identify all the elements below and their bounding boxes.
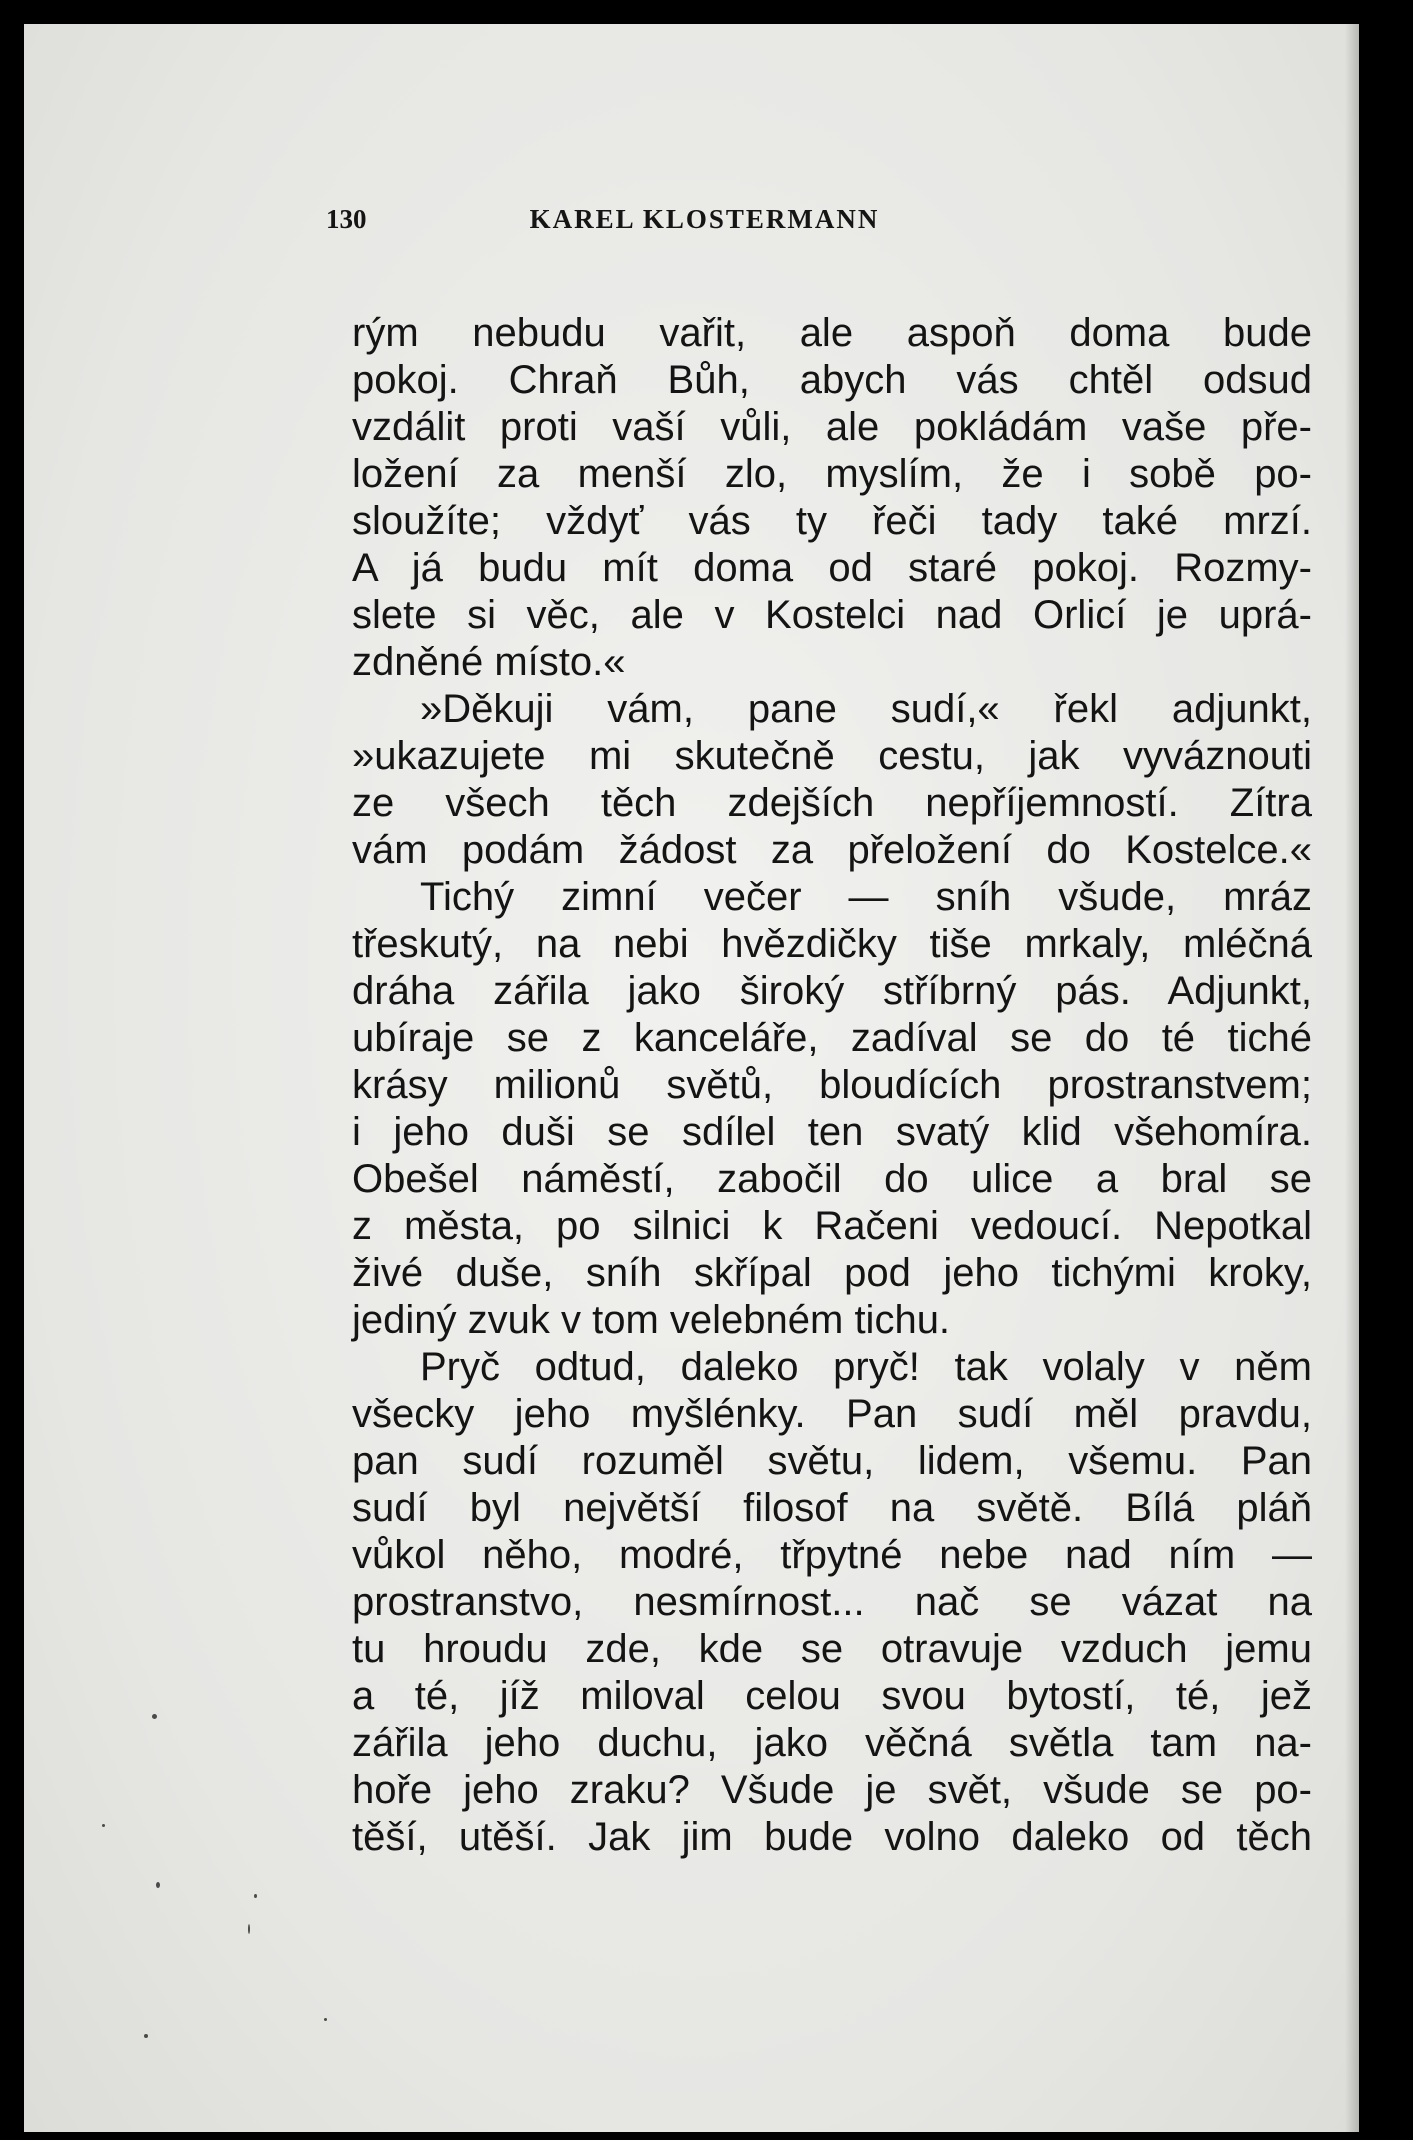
text-line: tu hroudu zde, kde se otravuje vzduch jemu xyxy=(352,1627,1312,1671)
text-line: zdněné místo.« xyxy=(352,640,626,684)
text-line: jediný zvuk v tom velebném tichu. xyxy=(352,1298,951,1342)
text-line: »Děkuji vám, pane sudí,« řekl adjunkt, xyxy=(420,687,1312,731)
text-line: sloužíte; vždyť vás ty řeči tady také mrzí. xyxy=(352,499,1312,543)
text-line: slete si věc, ale v Kostelci nad Orlicí je uprá- xyxy=(352,593,1312,637)
text-line: pokoj. Chraň Bůh, abych vás chtěl odsud xyxy=(352,358,1312,402)
text-line: Pryč odtud, daleko pryč! tak volaly v něm xyxy=(420,1345,1312,1389)
text-line: A já budu mít doma od staré pokoj. Rozmy- xyxy=(352,546,1312,590)
text-line: sudí byl největší filosof na světě. Bílá pláň xyxy=(352,1486,1312,1530)
page-edge-shadow xyxy=(1345,24,1359,2132)
text-line: těší, utěší. Jak jim bude volno daleko od těch xyxy=(352,1815,1312,1859)
text-line: i jeho duši se sdílel ten svatý klid všehomíra. xyxy=(352,1110,1312,1154)
text-line: vzdálit proti vaší vůli, ale pokládám vaše pře- xyxy=(352,405,1312,449)
text-line: ze všech těch zdejších nepříjemností. Zítra xyxy=(352,781,1312,825)
text-line: zářila jeho duchu, jako věčná světla tam na- xyxy=(352,1721,1312,1765)
text-line: »ukazujete mi skutečně cestu, jak vyváznouti xyxy=(352,734,1312,778)
text-line: vám podám žádost za přeložení do Kostelce.« xyxy=(352,828,1312,872)
text-line: prostranstvo, nesmírnost... nač se vázat na xyxy=(352,1580,1312,1624)
text-line: třeskutý, na nebi hvězdičky tiše mrkaly, mléčná xyxy=(352,922,1312,966)
text-line: Obešel náměstí, zabočil do ulice a bral se xyxy=(352,1157,1312,1201)
text-line: z města, po silnici k Račeni vedoucí. Nepotkal xyxy=(352,1204,1312,1248)
book-page xyxy=(24,24,1359,2132)
text-line: hoře jeho zraku? Všude je svět, všude se po- xyxy=(352,1768,1312,1812)
text-line: dráha zářila jako široký stříbrný pás. Adjunkt, xyxy=(352,969,1312,1013)
page-number: 130 xyxy=(326,204,367,234)
text-line: krásy milionů světů, bloudících prostranstvem; xyxy=(352,1063,1312,1107)
text-line: Tichý zimní večer — sníh všude, mráz xyxy=(420,875,1312,919)
text-line: ložení za menší zlo, myslím, že i sobě po- xyxy=(352,452,1312,496)
text-line: rým nebudu vařit, ale aspoň doma bude xyxy=(352,311,1312,355)
text-line: a té, jíž miloval celou svou bytostí, té, jež xyxy=(352,1674,1312,1718)
text-line: všecky jeho myšlénky. Pan sudí měl pravdu, xyxy=(352,1392,1312,1436)
running-title: KAREL KLOSTERMANN xyxy=(529,204,880,234)
body-text xyxy=(352,310,1312,1861)
text-line: pan sudí rozuměl světu, lidem, všemu. Pan xyxy=(352,1439,1312,1483)
text-line: vůkol něho, modré, třpytné nebe nad ním — xyxy=(352,1533,1312,1577)
text-line: živé duše, sníh skřípal pod jeho tichými kroky, xyxy=(352,1251,1312,1295)
text-line: ubíraje se z kanceláře, zadíval se do té tiché xyxy=(352,1016,1312,1060)
running-head xyxy=(326,204,1023,244)
